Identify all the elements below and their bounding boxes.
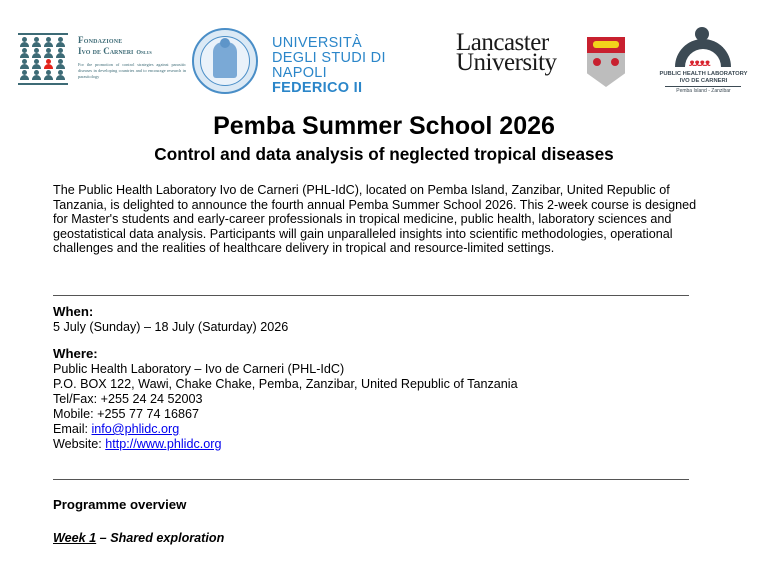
fondazione-name: Ivo de Carneri Onlus <box>78 46 152 56</box>
programme-overview-heading: Programme overview <box>53 497 187 512</box>
when-label: When: <box>53 304 94 319</box>
where-website: Website: http://www.phlidc.org <box>53 437 222 451</box>
lancaster-wordmark: Lancaster University <box>456 29 557 76</box>
unina-wordmark: UNIVERSITÀ DEGLI STUDI DI NAPOLI FEDERICO II <box>272 35 386 96</box>
universita-napoli-logo <box>192 28 442 96</box>
phl-people-icon: ᴥᴥᴥᴥ <box>689 58 710 69</box>
phl-idc-logo: ᴥᴥᴥᴥ PUBLIC HEALTH LABORATORY IVO DE CARNERI Pemba Island - Zanzibar <box>651 27 756 99</box>
where-telfax: Tel/Fax: +255 24 24 52003 <box>53 392 203 406</box>
when-dates: 5 July (Sunday) – 18 July (Saturday) 2026 <box>53 320 289 334</box>
people-grid-icon <box>18 33 68 85</box>
university-seal-icon <box>192 28 258 94</box>
lancaster-university-logo <box>456 29 636 93</box>
logo-header <box>0 0 768 105</box>
divider <box>53 295 689 296</box>
week-1-heading: Week 1 – Shared exploration <box>53 531 225 545</box>
where-email: Email: info@phlidc.org <box>53 422 180 436</box>
email-link[interactable]: info@phlidc.org <box>91 422 180 436</box>
fondazione-title: Fondazione <box>78 35 123 45</box>
fondazione-ivo-de-carneri-logo <box>18 33 186 89</box>
where-mobile: Mobile: +255 77 74 16867 <box>53 407 199 421</box>
page-subtitle: Control and data analysis of neglected tropical diseases <box>154 144 614 164</box>
fondazione-tagline: For the promotion of control strategies against parasitic diseases in developing countries and to encourage research in parasitology <box>78 62 186 79</box>
page-title: Pemba Summer School 2026 <box>213 112 555 140</box>
lancaster-shield-icon <box>587 37 625 87</box>
where-address: P.O. BOX 122, Wawi, Chake Chake, Pemba, Zanzibar, United Republic of Tanzania <box>53 377 518 391</box>
divider <box>53 479 689 480</box>
where-venue: Public Health Laboratory – Ivo de Carneri (PHL-IdC) <box>53 362 345 376</box>
where-label: Where: <box>53 346 98 361</box>
intro-paragraph: The Public Health Laboratory Ivo de Carneri (PHL-IdC), located on Pemba Island, Zanzibar, United Republic of Tanzania, is delighted to announce the fourth annual Pemba Summer School 2026. This 2-week course is designed for Master's students and early-career professionals in tropical medicine, public health, laboratory sciences and geostatistical data analysis. Participants will gain unparalleled insights into scientific methodologies, operational challenges and the realities of healthcare delivery in tropical and resource-limited settings. <box>53 183 697 256</box>
website-link[interactable]: http://www.phlidc.org <box>105 437 222 451</box>
